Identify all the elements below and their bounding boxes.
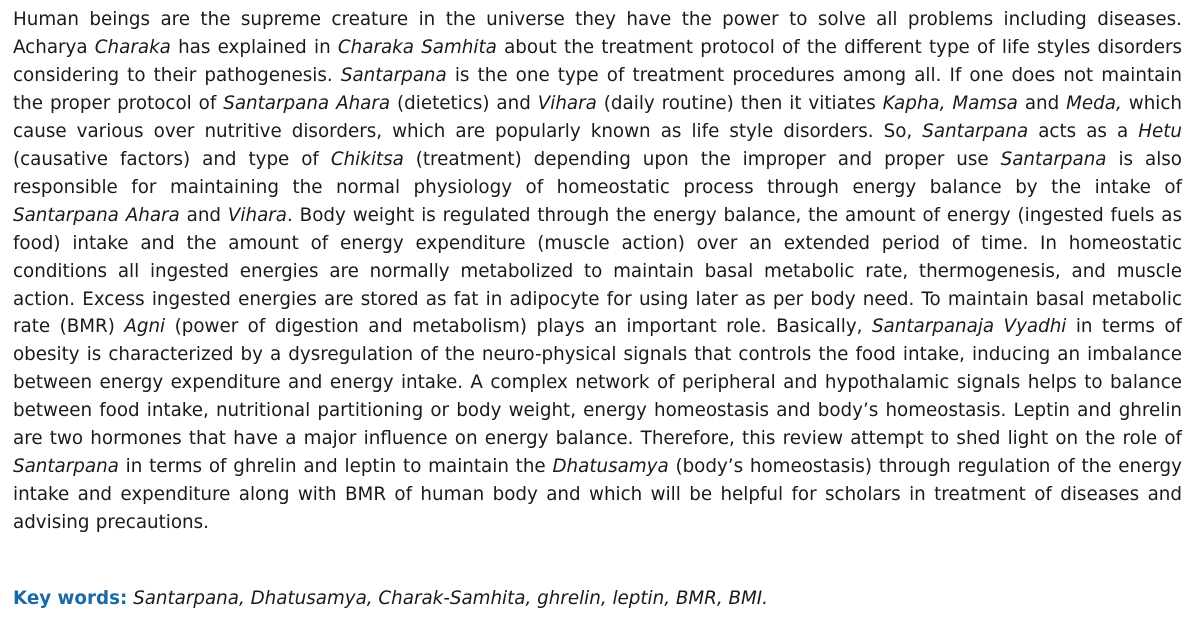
- text-run: has explained in: [170, 36, 338, 58]
- text-run: about the treatment protocol of the different type of life styles disorders considering to their pathogenesis.: [13, 36, 1183, 86]
- italic-term: Santarpanaja Vyadhi: [871, 316, 1067, 338]
- keywords-line: [13, 585, 1182, 613]
- text-run: and: [179, 204, 228, 226]
- abstract-paragraph: [13, 6, 1182, 537]
- text-run: which cause various over nutritive disorders, which are popularly known as life style disorders. So,: [13, 92, 1182, 142]
- text-run: . Body weight is regulated through the energy balance, the amount of energy (ingested fuels as food) intake and the amount of energy expenditure (muscle action) over an extended period of time. In homeostatic conditions all ingested energies are normally metabolized to maintain basal metabolic rate, thermogenesis, and muscle action. Excess ingested energies are stored as fat in adipocyte for using later as per body need. To maintain basal metabolic rate (BMR): [13, 204, 1183, 338]
- italic-term: Kapha, Mamsa: [882, 92, 1018, 114]
- text-run: (daily routine) then it vitiates: [596, 92, 883, 114]
- italic-term: Hetu: [1138, 120, 1182, 142]
- text-run: and: [1017, 92, 1067, 114]
- italic-term: Charaka: [94, 36, 171, 58]
- keywords-label: Key words:: [13, 588, 128, 609]
- italic-term: Santarpana: [922, 120, 1029, 142]
- italic-term: Vihara: [537, 92, 597, 114]
- italic-term: Meda,: [1066, 92, 1122, 114]
- text-run: (treatment) depending upon the improper and proper use: [403, 148, 1001, 170]
- text-run: Human beings are the supreme creature in the universe they have the power to solve all problems including diseases. Acharya: [13, 9, 1182, 58]
- text-run: in terms of ghrelin and leptin to maintain the: [118, 456, 553, 478]
- text-run: in terms of obesity is characterized by a dysregulation of the neuro-physical signals that controls the food intake, inducing an imbalance between energy expenditure and energy intake. A complex network of peripheral and hypothalamic signals helps to balance between food intake, nutritional partitioning or body weight, energy homeostasis and body’s homeostasis. Leptin and ghrelin are two hormones that have a major influence on energy balance. Therefore, this review attempt to shed light on the role of: [13, 316, 1182, 450]
- italic-term: Santarpana Ahara: [13, 204, 180, 226]
- text-run: is also responsible for maintaining the normal physiology of homeostatic process through energy balance by the intake of: [13, 148, 1182, 198]
- text-run: (causative factors) and type of: [13, 148, 331, 170]
- text-run: is the one type of treatment procedures among all. If one does not maintain the proper protocol of: [13, 64, 1182, 114]
- italic-term: Vihara: [227, 204, 287, 226]
- italic-term: Santarpana: [340, 64, 447, 86]
- italic-term: Agni: [124, 316, 166, 338]
- keywords-list: Santarpana, Dhatusamya, Charak-Samhita, ghrelin, leptin, BMR, BMI.: [133, 588, 768, 609]
- text-run: (power of digestion and metabolism) plays an important role. Basically,: [165, 316, 872, 338]
- italic-term: Santarpana: [13, 456, 119, 478]
- italic-term: Santarpana Ahara: [223, 92, 391, 114]
- text-run: acts as a: [1028, 120, 1139, 142]
- italic-term: Charaka Samhita: [337, 36, 497, 58]
- italic-term: Chikitsa: [330, 148, 404, 170]
- italic-term: Dhatusamya: [552, 456, 669, 478]
- text-run: (dietetics) and: [390, 92, 538, 114]
- text-run: (body’s homeostasis) through regulation of the energy intake and expenditure along with BMR of human body and which will be helpful for scholars in treatment of diseases and advising precautions.: [13, 456, 1182, 534]
- italic-term: Santarpana: [1000, 148, 1107, 170]
